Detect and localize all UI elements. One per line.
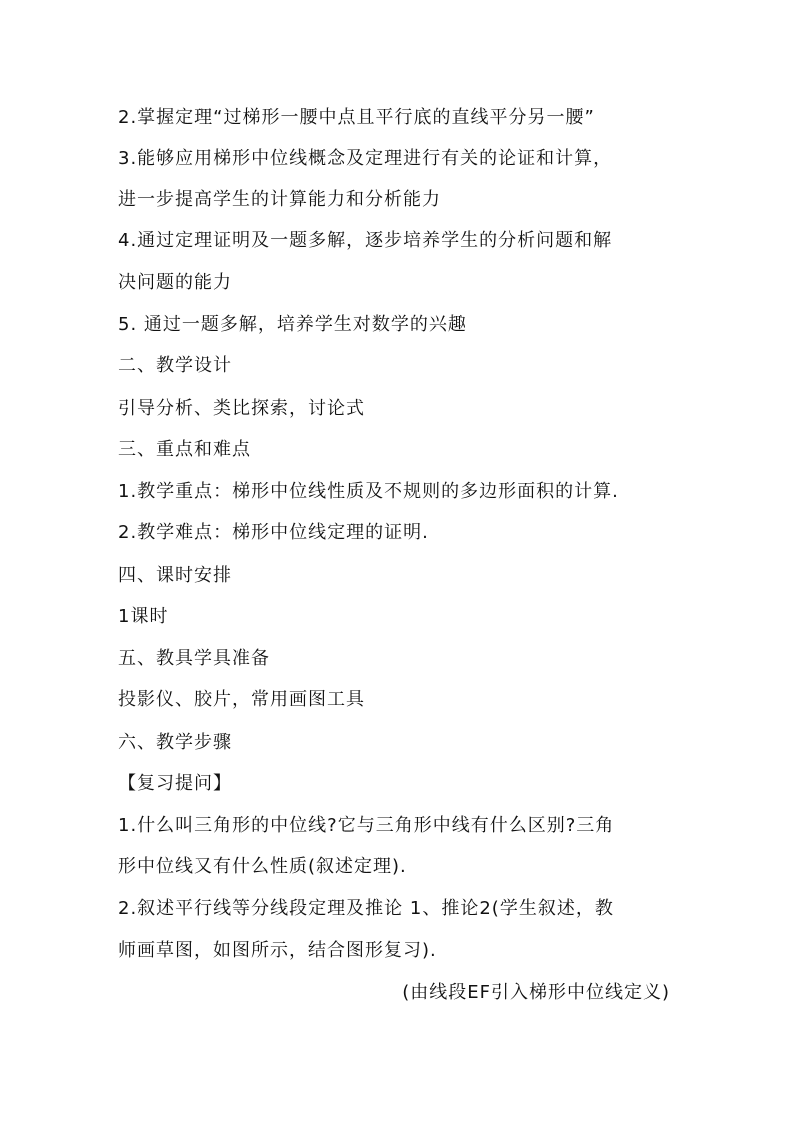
text-line: 5. 通过一题多解，培养学生对数学的兴趣 <box>118 314 467 335</box>
text-line: 投影仪、胶片，常用画图工具 <box>118 689 365 710</box>
text-line: 形中位线又有什么性质(叙述定理). <box>118 856 407 877</box>
subsection-heading: 【复习提问】 <box>118 773 232 794</box>
text-line: 1.教学重点：梯形中位线性质及不规则的多边形面积的计算. <box>118 481 619 502</box>
text-line: 1课时 <box>118 606 169 627</box>
text-line: 师画草图，如图所示，结合图形复习). <box>118 940 437 961</box>
text-line: 2.叙述平行线等分线段定理及推论 1、推论2(学生叙述，教 <box>118 898 614 919</box>
section-heading: 二、教学设计 <box>118 355 232 376</box>
section-heading: 四、课时安排 <box>118 565 232 586</box>
text-line: 4.通过定理证明及一题多解，逐步培养学生的分析问题和解 <box>118 230 613 251</box>
section-heading: 六、教学步骤 <box>118 732 232 753</box>
text-line: 引导分析、类比探索，讨论式 <box>118 398 365 419</box>
text-line: 进一步提高学生的计算能力和分析能力 <box>118 189 441 210</box>
text-line: 2.教学难点：梯形中位线定理的证明. <box>118 522 429 543</box>
note-line: (由线段EF引入梯形中位线定义) <box>402 982 670 1003</box>
text-line: 决问题的能力 <box>118 272 232 293</box>
section-heading: 三、重点和难点 <box>118 439 251 460</box>
section-heading: 五、教具学具准备 <box>118 648 270 669</box>
text-line: 2.掌握定理“过梯形一腰中点且平行底的直线平分另一腰” <box>118 107 595 128</box>
text-line: 3.能够应用梯形中位线概念及定理进行有关的论证和计算， <box>118 148 613 169</box>
text-line: 1.什么叫三角形的中位线?它与三角形中线有什么区别?三角 <box>118 815 615 836</box>
